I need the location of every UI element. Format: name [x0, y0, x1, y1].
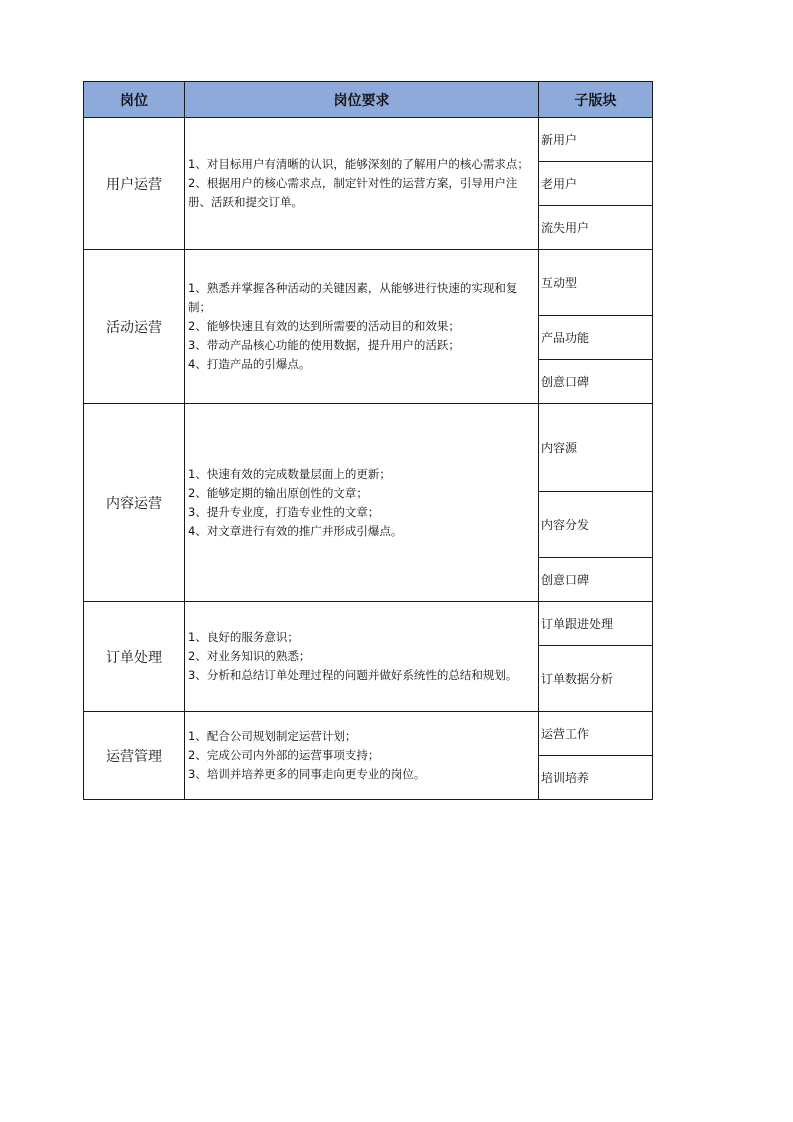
table-row — [84, 602, 653, 646]
requirements-cell — [185, 404, 539, 602]
subsection-cell: 新用户 — [539, 118, 653, 162]
subsection-cell: 产品功能 — [539, 316, 653, 360]
requirement-line: 2、能够快速且有效的达到所需要的活动目的和效果； — [188, 319, 460, 333]
position-cell: 订单处理 — [84, 602, 185, 712]
requirement-line: 3、分析和总结订单处理过程的问题并做好系统性的总结和规划。 — [188, 668, 518, 682]
requirements-cell — [185, 602, 539, 712]
subsection-cell: 流失用户 — [539, 206, 653, 250]
header-position: 岗位 — [84, 82, 185, 118]
requirement-line: 3、提升专业度，打造专业性的文章； — [188, 504, 380, 519]
subsection-cell: 订单跟进处理 — [539, 602, 653, 646]
position-cell: 内容运营 — [84, 404, 185, 602]
subsection-cell: 老用户 — [539, 162, 653, 206]
header-row — [84, 82, 653, 118]
requirements-cell — [185, 118, 539, 250]
position-cell: 用户运营 — [84, 118, 185, 250]
subsection-cell: 互动型 — [539, 250, 653, 316]
requirement-line: 1、对目标用户有清晰的认识，能够深刻的了解用户的核心需求点； — [188, 157, 529, 171]
table-row — [84, 118, 653, 162]
table-row — [84, 404, 653, 492]
requirement-line: 1、快速有效的完成数量层面上的更新； — [188, 466, 391, 481]
subsection-cell: 培训培养 — [539, 756, 653, 800]
header-subsection: 子版块 — [539, 82, 653, 118]
position-cell: 活动运营 — [84, 250, 185, 404]
subsection-cell: 运营工作 — [539, 712, 653, 756]
requirement-line: 1、熟悉并掌握各种活动的关键因素，从能够进行快速的实现和复制； — [188, 281, 518, 314]
requirement-line: 1、良好的服务意识； — [188, 630, 299, 644]
requirement-line: 2、能够定期的输出原创性的文章； — [188, 485, 368, 500]
requirement-line: 4、对文章进行有效的推广并形成引爆点。 — [188, 523, 403, 538]
requirements-cell — [185, 250, 539, 404]
requirement-line: 3、带动产品核心功能的使用数据，提升用户的活跃； — [188, 338, 460, 352]
requirement-line: 3、培训并培养更多的同事走向更专业的岗位。 — [188, 767, 426, 781]
requirement-line: 4、打造产品的引爆点。 — [188, 357, 311, 371]
subsection-cell: 创意口碑 — [539, 558, 653, 602]
subsection-cell: 内容分发 — [539, 492, 653, 558]
requirements-cell — [185, 712, 539, 800]
position-cell: 运营管理 — [84, 712, 185, 800]
requirement-line: 2、完成公司内外部的运营事项支持； — [188, 748, 380, 762]
subsection-cell: 创意口碑 — [539, 360, 653, 404]
requirement-line: 2、对业务知识的熟悉； — [188, 649, 311, 663]
subsection-cell: 内容源 — [539, 404, 653, 492]
requirement-line: 2、根据用户的核心需求点，制定针对性的运营方案，引导用户注册、活跃和提交订单。 — [188, 176, 518, 209]
job-requirements-table — [83, 81, 653, 800]
subsection-cell: 订单数据分析 — [539, 646, 653, 712]
table-row — [84, 712, 653, 756]
header-requirements: 岗位要求 — [185, 82, 539, 118]
requirement-line: 1、配合公司规划制定运营计划； — [188, 729, 357, 743]
table-row — [84, 250, 653, 316]
